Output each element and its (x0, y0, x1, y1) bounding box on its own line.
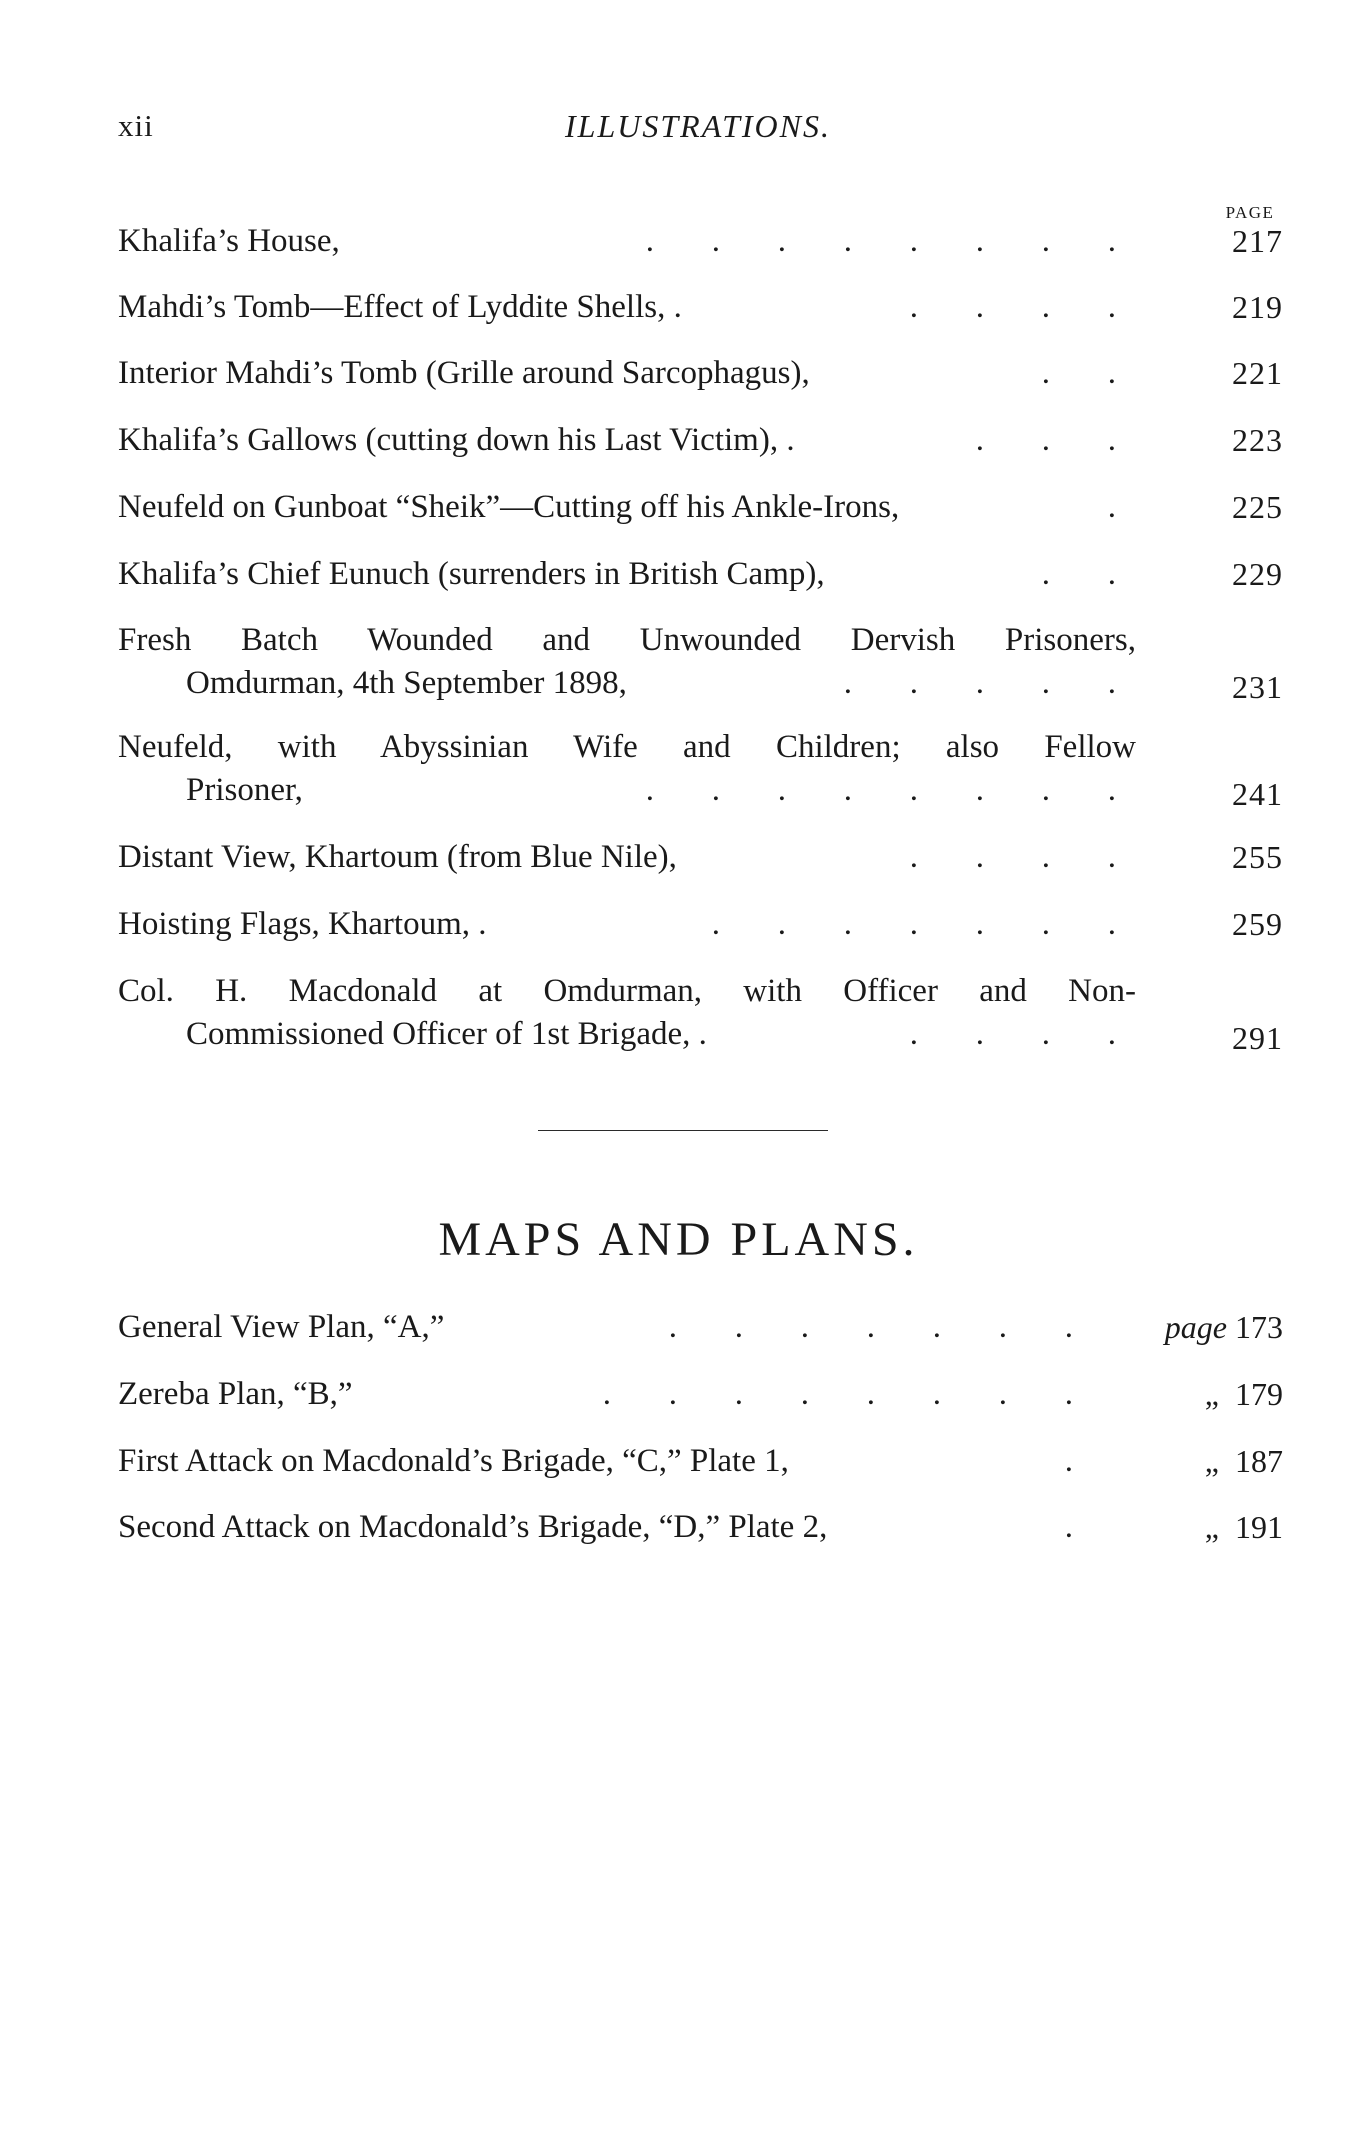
page-ref (1113, 1306, 1283, 1349)
page-number: 223 (1232, 422, 1283, 458)
list-item (118, 726, 1283, 812)
entry-title: Mahdi’s Tomb—Effect of Lyddite Shells, . (118, 289, 682, 325)
page-ref (1113, 1506, 1283, 1549)
entry-title: Neufeld, with Abyssinian Wife and Children; also Fellow (118, 729, 1136, 765)
page-column-label: PAGE (1225, 203, 1275, 222)
section-divider (538, 1130, 828, 1131)
leader-dots: . . . . . . . . (645, 772, 1116, 808)
leader-dots: . . (1041, 556, 1116, 592)
leader-dots: . . . . . (843, 665, 1116, 701)
running-head-title: ILLUSTRATIONS. (565, 108, 831, 144)
page-number: 187 (1235, 1443, 1283, 1479)
running-head (118, 108, 1278, 152)
leader-dots: . . . . (909, 289, 1116, 325)
entry-title: Distant View, Khartoum (from Blue Nile), (118, 839, 677, 875)
leader-dots: . . . . . . . . (602, 1376, 1073, 1412)
leader-dots: . . (1041, 355, 1116, 391)
entry-title: Khalifa’s Gallows (cutting down his Last Victim), . (118, 422, 795, 458)
page-number: 229 (1232, 556, 1283, 592)
page-folio: xii (118, 108, 154, 143)
leader-dots: . (1107, 489, 1116, 525)
entry-continuation: Commissioned Officer of 1st Brigade, . (186, 1016, 707, 1052)
page-number: 241 (1232, 776, 1283, 812)
list-item (118, 619, 1283, 705)
leader-dots: . (1064, 1509, 1073, 1545)
leader-dots: . . . (975, 422, 1116, 458)
entry-continuation: Omdurman, 4th September 1898, (186, 665, 627, 701)
entry-title: Zereba Plan, “B,” (118, 1376, 353, 1412)
leader-dots: . . . . . . . (711, 906, 1116, 942)
page-number: 221 (1232, 355, 1283, 391)
leader-dots: . (1064, 1443, 1073, 1479)
page-number: 179 (1235, 1376, 1283, 1412)
page-number: 255 (1232, 839, 1283, 875)
leader-dots: . . . . . . . (668, 1309, 1073, 1345)
entry-title: Neufeld on Gunboat “Sheik”—Cutting off his Ankle-Irons, (118, 489, 900, 525)
page-ref (1113, 1373, 1283, 1416)
page-number: 173 (1235, 1309, 1283, 1345)
section-title: MAPS AND PLANS. (438, 1213, 919, 1266)
page-number: 191 (1235, 1509, 1283, 1545)
entry-title: First Attack on Macdonald’s Brigade, “C,” Plate 1, (118, 1443, 789, 1479)
ditto-mark: „ (1204, 1376, 1219, 1412)
page-number: 225 (1232, 489, 1283, 525)
page-word: page (1164, 1309, 1227, 1345)
ditto-mark: „ (1204, 1509, 1219, 1545)
leader-dots: . . . . (909, 1016, 1116, 1052)
page-number: 259 (1232, 906, 1283, 942)
entry-title: Fresh Batch Wounded and Unwounded Dervish Prisoners, (118, 622, 1136, 658)
entry-title: General View Plan, “A,” (118, 1309, 445, 1345)
page-number: 291 (1232, 1020, 1283, 1056)
entry-title: Khalifa’s Chief Eunuch (surrenders in British Camp), (118, 556, 825, 592)
entry-title: Second Attack on Macdonald’s Brigade, “D,” Plate 2, (118, 1509, 828, 1545)
entry-title: Khalifa’s House, (118, 223, 340, 259)
list-item (118, 970, 1283, 1056)
entry-title: Col. H. Macdonald at Omdurman, with Officer and Non- (118, 973, 1136, 1009)
leader-dots: . . . . (909, 839, 1116, 875)
entry-title: Interior Mahdi’s Tomb (Grille around Sarcophagus), (118, 355, 810, 391)
ditto-mark: „ (1204, 1443, 1219, 1479)
entry-title: Hoisting Flags, Khartoum, . (118, 906, 487, 942)
page-number: 231 (1232, 669, 1283, 705)
page-ref (1113, 1440, 1283, 1483)
leader-dots: . . . . . . . . (645, 223, 1116, 259)
page-number: 217 (1232, 223, 1283, 259)
entry-continuation: Prisoner, (186, 772, 303, 808)
page-number: 219 (1232, 289, 1283, 325)
